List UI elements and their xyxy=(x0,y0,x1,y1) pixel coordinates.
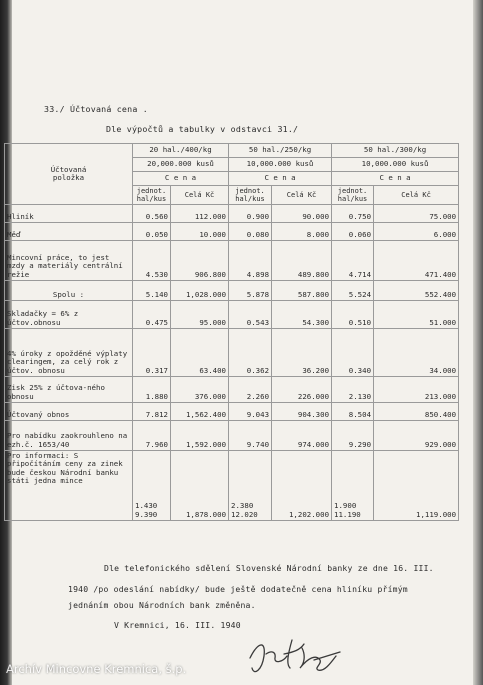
table-row xyxy=(5,301,459,329)
row-label: Měď xyxy=(5,223,133,241)
unit-price-cell: 0.900 xyxy=(229,205,272,223)
unit-price-cell: 0.080 xyxy=(229,223,272,241)
group-1-cena: C e n a xyxy=(133,172,229,186)
page-edge xyxy=(473,0,483,685)
table-row xyxy=(5,205,459,223)
group-2-total-header: Celá Kč xyxy=(272,186,332,205)
total-price-cell: 95.000 xyxy=(171,301,229,329)
table-body xyxy=(5,205,459,521)
archive-watermark: Archív Mincovne Kremnica, š.p. xyxy=(6,662,187,676)
row-label: Pro informaci: S připočítáním ceny za zinek bude českou Národní banku státi jedna mince xyxy=(5,451,133,521)
row-label: Účtovaný obnos xyxy=(5,403,133,421)
unit-price-cell: 8.504 xyxy=(332,403,374,421)
unit-price-cell: 0.543 xyxy=(229,301,272,329)
table-row xyxy=(5,241,459,281)
group-1-total-header: Celá Kč xyxy=(171,186,229,205)
unit-price-cell: 9.740 xyxy=(229,421,272,451)
row-label: Spolu : xyxy=(5,281,133,301)
total-price-cell: 929.000 xyxy=(374,421,459,451)
unit-price-cell: 2.380 12.020 xyxy=(229,451,272,521)
total-price-cell: 1,562.400 xyxy=(171,403,229,421)
unit-price-cell: 9.290 xyxy=(332,421,374,451)
group-3-unit-header: jednot. hal/kus xyxy=(332,186,374,205)
total-price-cell: 1,119.000 xyxy=(374,451,459,521)
group-1-unit-header: jednot. hal/kus xyxy=(133,186,171,205)
total-price-cell: 34.000 xyxy=(374,329,459,377)
unit-price-cell: 0.317 xyxy=(133,329,171,377)
unit-price-cell: 7.812 xyxy=(133,403,171,421)
total-price-cell: 51.000 xyxy=(374,301,459,329)
unit-price-cell: 0.510 xyxy=(332,301,374,329)
table-row xyxy=(5,451,459,521)
unit-price-cell: 0.340 xyxy=(332,329,374,377)
unit-price-cell: 0.060 xyxy=(332,223,374,241)
total-price-cell: 1,592.000 xyxy=(171,421,229,451)
total-price-cell: 6.000 xyxy=(374,223,459,241)
unit-price-cell: 1.430 9.390 xyxy=(133,451,171,521)
row-label: Pro nabídku zaokrouhleno na ezh.č. 1653/40 xyxy=(5,421,133,451)
group-2-cena: C e n a xyxy=(229,172,332,186)
note-line-2: 1940 /po odeslání nabídky/ bude ještě dodatečně cena hliníku přímým xyxy=(68,584,408,594)
group-3-qty: 10,000.000 kusů xyxy=(332,158,459,172)
total-price-cell: 904.300 xyxy=(272,403,332,421)
header-label-line2: položka xyxy=(52,173,85,182)
total-price-cell: 471.400 xyxy=(374,241,459,281)
price-table xyxy=(4,143,459,521)
row-label: Hliník xyxy=(5,205,133,223)
unit-price-cell: 5.524 xyxy=(332,281,374,301)
total-price-cell: 489.800 xyxy=(272,241,332,281)
total-price-cell: 1,878.000 xyxy=(171,451,229,521)
unit-price-cell: 4.898 xyxy=(229,241,272,281)
unit-price-cell: 0.475 xyxy=(133,301,171,329)
document-page xyxy=(7,0,472,685)
total-price-cell: 552.400 xyxy=(374,281,459,301)
total-price-cell: 10.000 xyxy=(171,223,229,241)
unit-price-cell: 4.530 xyxy=(133,241,171,281)
group-1-rate: 20 hal./400/kg xyxy=(133,144,229,158)
handwritten-signature xyxy=(244,630,354,680)
total-price-cell: 75.000 xyxy=(374,205,459,223)
note-line-3: jednáním obou Národních bank změněna. xyxy=(68,600,256,610)
total-price-cell: 1,202.000 xyxy=(272,451,332,521)
total-price-cell: 90.000 xyxy=(272,205,332,223)
total-price-cell: 54.300 xyxy=(272,301,332,329)
unit-price-cell: 0.560 xyxy=(133,205,171,223)
place-date: V Kremnici, 16. III. 1940 xyxy=(114,620,241,630)
total-price-cell: 974.000 xyxy=(272,421,332,451)
total-price-cell: 63.400 xyxy=(171,329,229,377)
total-price-cell: 226.000 xyxy=(272,377,332,403)
unit-price-cell: 4.714 xyxy=(332,241,374,281)
unit-price-cell: 5.140 xyxy=(133,281,171,301)
row-label: 4% úroky z opožděné výplaty clearingem, za celý rok z účtov. obnosu xyxy=(5,329,133,377)
header-label-cell xyxy=(5,144,133,205)
group-1-qty: 20,000.000 kusů xyxy=(133,158,229,172)
table-row xyxy=(5,421,459,451)
group-2-qty: 10,000.000 kusů xyxy=(229,158,332,172)
unit-price-cell: 1.880 xyxy=(133,377,171,403)
total-price-cell: 1,028.000 xyxy=(171,281,229,301)
group-3-total-header: Celá Kč xyxy=(374,186,459,205)
unit-price-cell: 2.260 xyxy=(229,377,272,403)
unit-price-cell: 0.750 xyxy=(332,205,374,223)
total-price-cell: 906.800 xyxy=(171,241,229,281)
unit-price-cell: 9.043 xyxy=(229,403,272,421)
row-label: Skladačky = 6% z účtov.obnosu xyxy=(5,301,133,329)
total-price-cell: 213.000 xyxy=(374,377,459,403)
table-row xyxy=(5,403,459,421)
total-price-cell: 8.000 xyxy=(272,223,332,241)
table-row xyxy=(5,281,459,301)
row-label: Zisk 25% z účtova-ného obnosu xyxy=(5,377,133,403)
section-subtitle: Dle výpočtů a tabulky v odstavci 31./ xyxy=(106,124,299,134)
unit-price-cell: 2.130 xyxy=(332,377,374,403)
total-price-cell: 850.400 xyxy=(374,403,459,421)
table-row xyxy=(5,377,459,403)
group-2-rate: 50 hal./250/kg xyxy=(229,144,332,158)
header-label-line1: Účtovaná xyxy=(50,164,87,174)
row-label: Mincovní práce, to jest mzdy a materiály centrální režie xyxy=(5,241,133,281)
total-price-cell: 112.000 xyxy=(171,205,229,223)
total-price-cell: 36.200 xyxy=(272,329,332,377)
unit-price-cell: 0.050 xyxy=(133,223,171,241)
group-3-cena: C e n a xyxy=(332,172,459,186)
table-row xyxy=(5,223,459,241)
group-2-unit-header: jednot. hal/kus xyxy=(229,186,272,205)
unit-price-cell: 0.362 xyxy=(229,329,272,377)
unit-price-cell: 1.900 11.190 xyxy=(332,451,374,521)
total-price-cell: 587.800 xyxy=(272,281,332,301)
total-price-cell: 376.000 xyxy=(171,377,229,403)
group-3-rate: 50 hal./300/kg xyxy=(332,144,459,158)
unit-price-cell: 5.878 xyxy=(229,281,272,301)
unit-price-cell: 7.960 xyxy=(133,421,171,451)
note-line-1: Dle telefonického sdělení Slovenské Národní banky ze dne 16. III. xyxy=(104,563,434,573)
section-title: 33./ Účtovaná cena . xyxy=(44,104,148,114)
table-row xyxy=(5,329,459,377)
